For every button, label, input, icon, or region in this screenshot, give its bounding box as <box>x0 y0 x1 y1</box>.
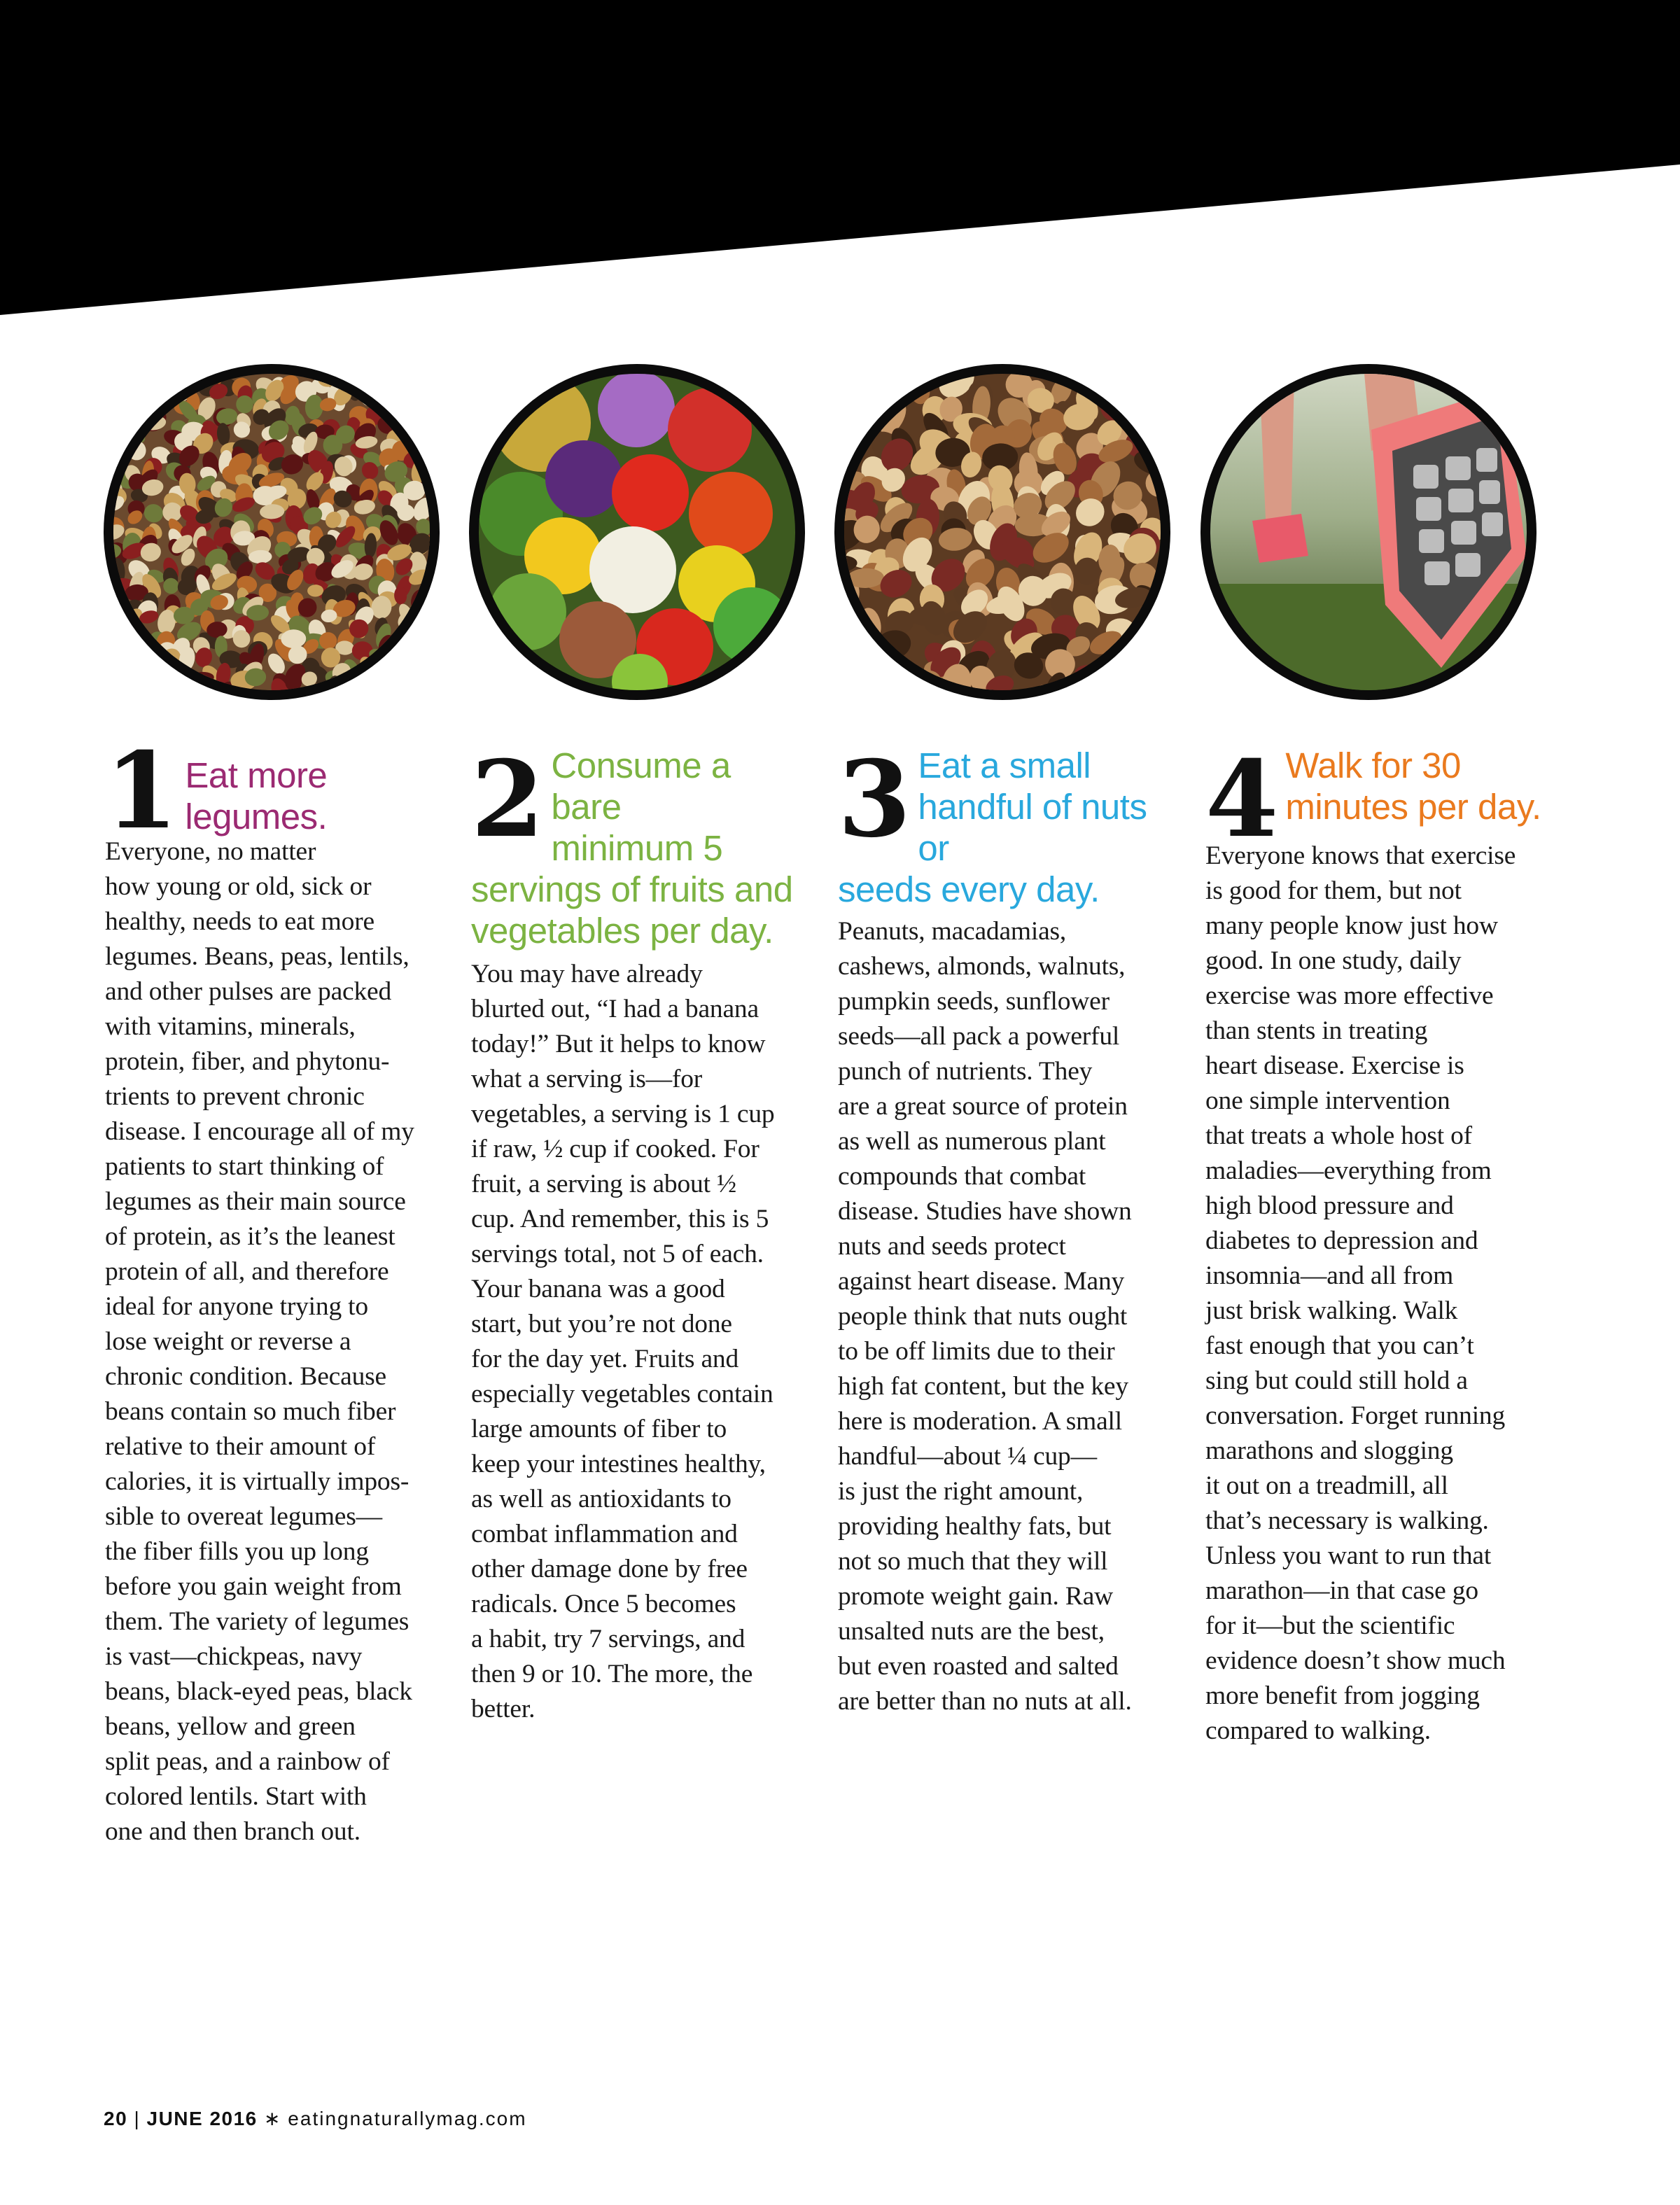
legumes-photo <box>104 364 440 700</box>
tip-heading-line: Walk for 30 <box>1285 746 1461 785</box>
tip-heading: Eat more legumes. <box>185 755 328 836</box>
website-link[interactable]: eatingnaturallymag.com <box>288 2108 527 2129</box>
page-number: 20 <box>104 2108 128 2129</box>
walking-shoe-photo <box>1200 364 1536 700</box>
footer-bullet: ∗ <box>264 2108 282 2129</box>
tip-heading-line: vegetables per day. <box>471 911 774 951</box>
tip-body: Everyone knows that exercise is good for them, but not many people know just how good. In one study, daily exercise was more effective than stents in treating heart disease. Exercise is one simple intervention that treats a whole host of maladies—everything from high blood pressure and diabetes to depression and insomnia—and all from just brisk walking. Walk fast enough that you can’t sing but could still hold a conversation. Forget running marathons and slogging it out on a treadmill, all that’s necessary is walking. Unless you want to run that marathon—in that case go for it—but the scientific evidence doesn’t show much more benefit from jogging compared to walking. <box>1205 841 1516 1745</box>
nuts-seeds-photo <box>834 364 1170 700</box>
tip-heading-line: seeds every day. <box>838 869 1100 909</box>
tip-heading-line: Eat a small <box>918 746 1091 785</box>
tip-heading-line: servings of fruits and <box>471 869 793 909</box>
tip-number: 1 <box>105 729 178 853</box>
tip-number: 2 <box>471 738 545 861</box>
header-banner <box>0 0 1680 322</box>
tip-heading-line: handful of nuts or <box>918 787 1147 868</box>
issue-date: JUNE 2016 <box>146 2108 258 2129</box>
tip-heading-line: minutes per day. <box>1285 787 1541 827</box>
tip-heading-line: Consume a bare <box>551 746 731 827</box>
tip-number: 3 <box>838 738 911 861</box>
tip-number: 4 <box>1205 738 1279 861</box>
page-footer <box>104 2107 527 2130</box>
tip-1 <box>105 729 441 1849</box>
fruits-vegetables-photo <box>469 364 805 700</box>
tip-3 <box>838 738 1174 1719</box>
footer-separator: | <box>134 2108 141 2129</box>
tip-body: how young or old, sick or healthy, needs to eat more legumes. Beans, peas, lentils, and other pulses are packed with vitamins, minerals, protein, fiber, and phytonu- trients to prevent chronic disease. I encourage all of my patients to start thinking of legumes as their main source of protein, as it’s the leanest protein of all, and therefore ideal for anyone trying to lose weight or reverse a chronic condition. Because beans contain so much fiber relative to their amount of calories, it is virtually impos- sible to overeat legumes— the fiber fills you up long before you gain weight from them. The variety of legumes is vast—chickpeas, navy beans, black-eyed peas, black beans, yellow and green split peas, and a rainbow of colored lentils. Start with one and then branch out. <box>105 872 414 1846</box>
tip-body-lead: Everyone, no matter <box>105 837 316 866</box>
tip-body: Peanuts, macadamias, cashews, almonds, walnuts, pumpkin seeds, sunflower seeds—all pack a powerful punch of nutrients. They are a great source of protein as well as numerous plant compounds that combat disease. Studies have shown nuts and seeds protect against heart disease. Many people think that nuts ought to be off limits due to their high fat content, but the key here is moderation. A small handful—about ¼ cup— is just the right amount, providing healthy fats, but not so much that they will promote weight gain. Raw unsalted nuts are the best, but even roasted and salted are better than no nuts at all. <box>838 917 1132 1716</box>
tip-heading-line: minimum 5 <box>551 828 723 868</box>
tip-body: You may have already blurted out, “I had a banana today!” But it helps to know what a serving is—for vegetables, a serving is 1 cup if raw, ½ cup if cooked. For fruit, a serving is about ½ cup. And remember, this is 5 servings total, not 5 of each. Your banana was a good start, but you’re not done for the day yet. Fruits and especially vegetables contain large amounts of fiber to keep your intestines healthy, as well as antioxidants to combat inflammation and other damage done by free radicals. Once 5 becomes a habit, try 7 servings, and then 9 or 10. The more, the better. <box>471 960 775 1723</box>
tip-4 <box>1205 738 1541 1749</box>
tip-2 <box>471 738 807 1727</box>
